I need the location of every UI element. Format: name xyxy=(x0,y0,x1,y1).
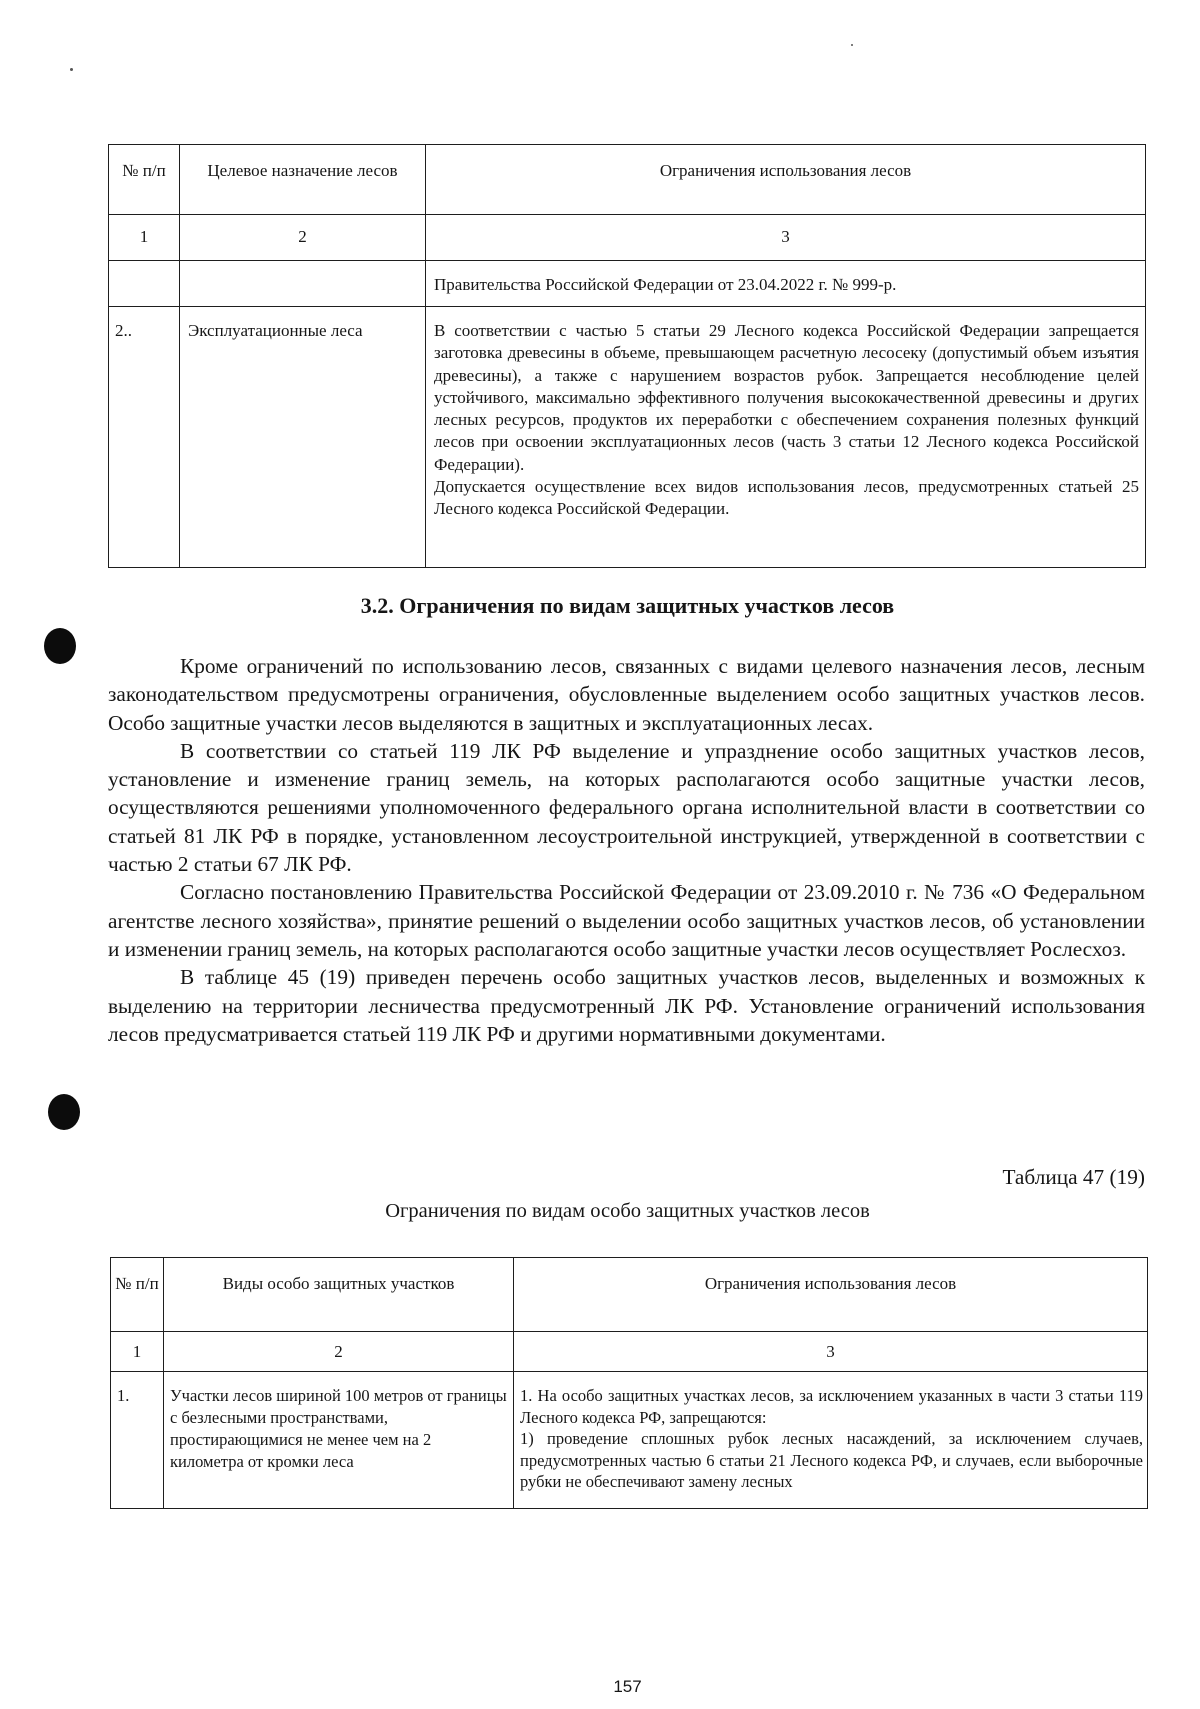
column-number: 3 xyxy=(426,215,1146,261)
header-number: № п/п xyxy=(109,145,180,215)
column-number: 1 xyxy=(109,215,180,261)
header-number: № п/п xyxy=(111,1258,164,1332)
column-number-row xyxy=(109,215,1146,261)
table-title: Ограничения по видам особо защитных участков лесов xyxy=(385,1200,870,1222)
scan-speck xyxy=(851,44,853,46)
row-number: 1. xyxy=(111,1372,164,1509)
body-paragraph: Согласно постановлению Правительства Российской Федерации от 23.09.2010 г. № 736 «О Федеральном агентстве лесного хозяйства», принятие решений о выделении особо защитных участков лесов, об установлении и изменении границ земель, на которых располагаются особо защитные участки лесов осуществляет Рослесхоз. xyxy=(108,880,1145,961)
table-row xyxy=(109,307,1146,568)
row-purpose xyxy=(180,261,426,307)
forest-purpose-restrictions-table xyxy=(108,144,1146,568)
column-number: 3 xyxy=(514,1332,1148,1372)
column-number: 2 xyxy=(164,1332,514,1372)
row-number: 2.. xyxy=(109,307,180,568)
header-kinds: Виды особо защитных участков xyxy=(164,1258,514,1332)
header-restrictions: Ограничения использования лесов xyxy=(426,145,1146,215)
protective-areas-restrictions-table xyxy=(110,1257,1148,1509)
header-restrictions: Ограничения использования лесов xyxy=(514,1258,1148,1332)
page-number: 157 xyxy=(613,1677,642,1696)
header-purpose: Целевое назначение лесов xyxy=(180,145,426,215)
table-header-row xyxy=(109,145,1146,215)
row-restrictions-text: В соответствии с частью 5 статьи 29 Лесного кодекса Российской Федерации запрещается заготовка древесины в объеме, превышающем расчетную лесосеку (допустимый объем изъятия древесины), а также с нарушением возрастов рубок. Запрещается несоблюдение целей устойчивого, максимально эффективного получения высококачественной древесины и других лесных ресурсов, продуктов их переработки с обеспечением сохранения полезных функций лесов при освоении эксплуатационных лесов (часть 3 статьи 12 Лесного кодекса Российской Федерации). Допускается осуществление всех видов использования лесов, предусмотренных статьей 25 Лесного кодекса Российской Федерации. xyxy=(426,307,1146,568)
column-number: 2 xyxy=(180,215,426,261)
row-kind: Участки лесов шириной 100 метров от границы с безлесными пространствами, простирающимися не менее чем на 2 километра от кромки леса xyxy=(164,1372,514,1509)
row-restrictions-text: 1. На особо защитных участках лесов, за исключением указанных в части 3 статьи 119 Лесного кодекса РФ, запрещаются: 1) проведение сплошных рубок лесных насаждений, за исключением случаев, предусмотренных частью 6 статьи 21 Лесного кодекса РФ, и случаев, если выборочные рубки не обеспечивают замену лесных xyxy=(514,1372,1148,1509)
row-number xyxy=(109,261,180,307)
scan-speck xyxy=(70,68,73,71)
body-paragraph: В таблице 45 (19) приведен перечень особо защитных участков лесов, выделенных и возможных к выделению на территории лесничества предусмотренный ЛК РФ. Установление ограничений использования лесов предусматривается статьей 119 ЛК РФ и другими нормативными документами. xyxy=(108,965,1145,1046)
table-label: Таблица 47 (19) xyxy=(1002,1165,1145,1189)
section-body xyxy=(108,652,1145,1048)
section-heading: 3.2. Ограничения по видам защитных участков лесов xyxy=(360,593,895,618)
body-paragraph: Кроме ограничений по использованию лесов, связанных с видами целевого назначения лесов, лесным законодательством предусмотрены ограничения, обусловленные выделением особо защитных участков лесов. Особо защитные участки лесов выделяются в защитных и эксплуатационных лесах. xyxy=(108,654,1145,735)
table-row xyxy=(109,261,1146,307)
punch-hole-mark xyxy=(44,628,76,664)
column-number: 1 xyxy=(111,1332,164,1372)
table-row xyxy=(111,1372,1148,1509)
table-header-row xyxy=(111,1258,1148,1332)
row-purpose: Эксплуатационные леса xyxy=(180,307,426,568)
row-restrictions-text: Правительства Российской Федерации от 23.04.2022 г. № 999-р. xyxy=(426,261,1146,307)
body-paragraph: В соответствии со статьей 119 ЛК РФ выделение и упразднение особо защитных участков лесов, установление и изменение границ земель, на которых располагаются особо защитные участки лесов, осуществляются решениями уполномоченного федерального органа исполнительной власти в соответствии со статьей 81 ЛК РФ в порядке, установленном лесоустроительной инструкцией, утвержденной в соответствии с частью 2 статьи 67 ЛК РФ. xyxy=(108,738,1145,877)
punch-hole-mark xyxy=(48,1094,80,1130)
column-number-row xyxy=(111,1332,1148,1372)
